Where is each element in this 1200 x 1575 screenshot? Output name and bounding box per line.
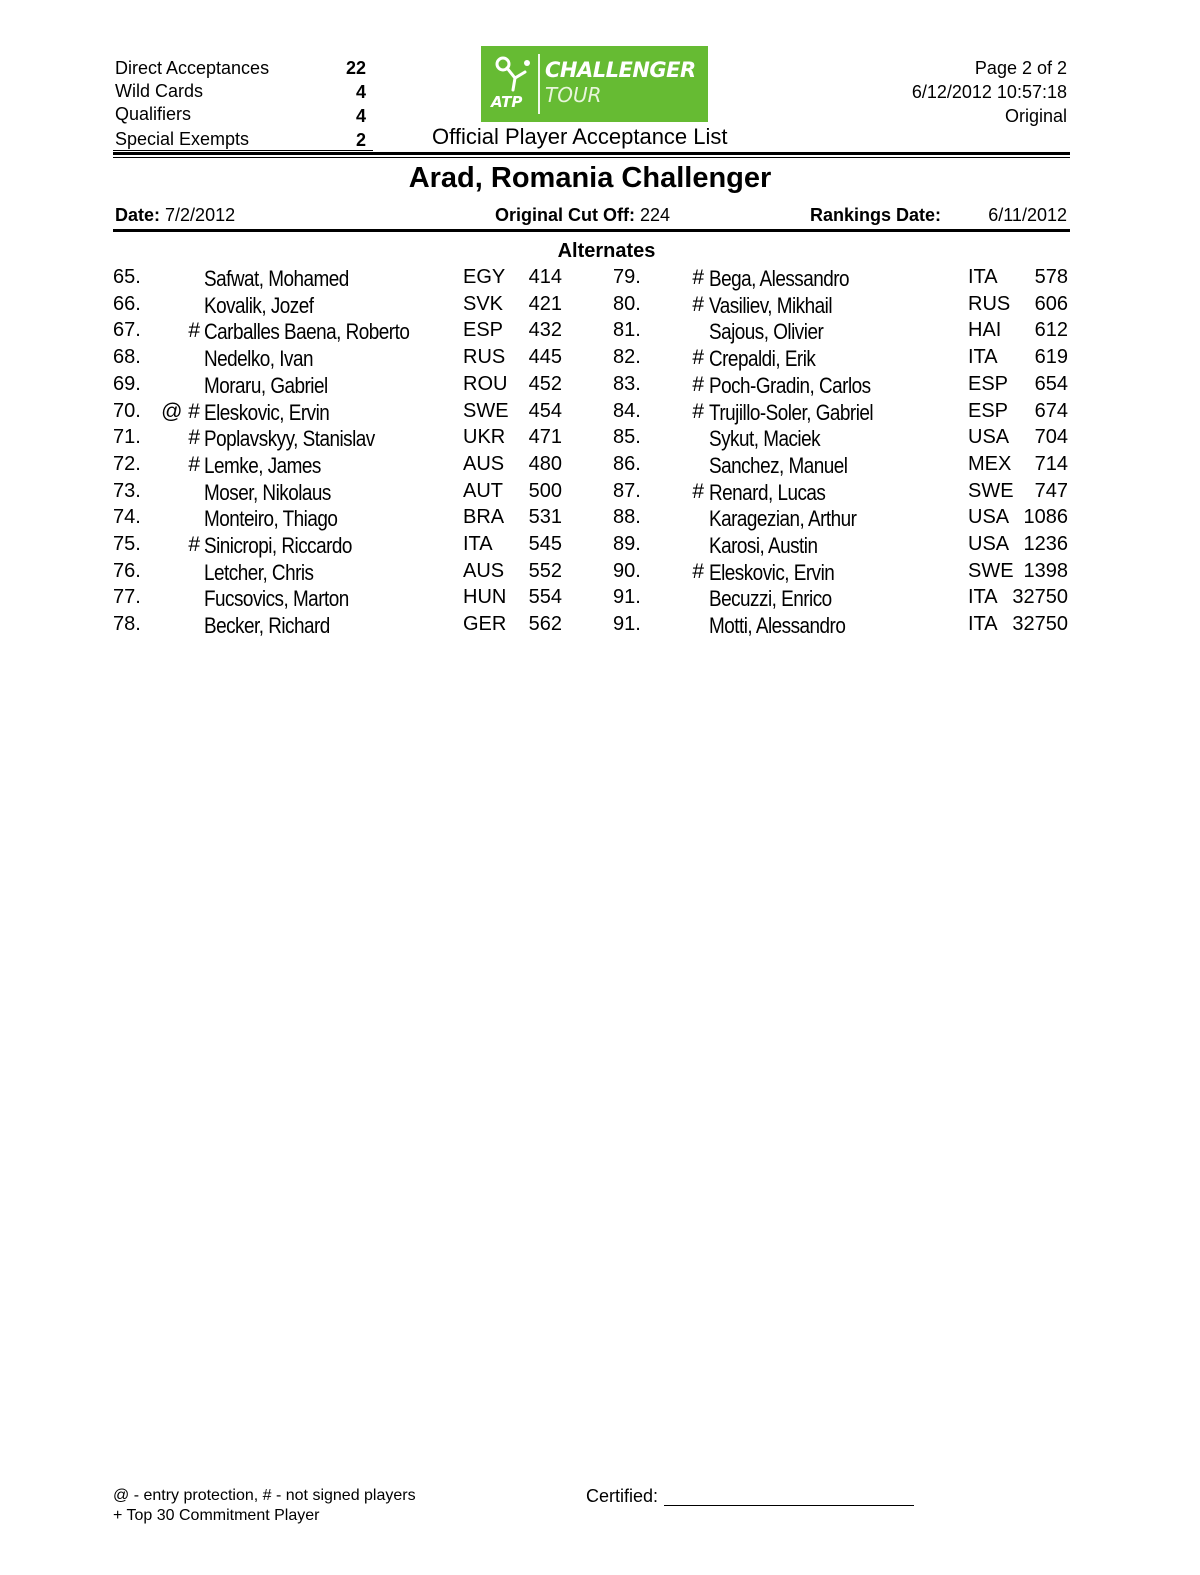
player-country: HAI	[968, 319, 1002, 342]
row-number: 69.	[113, 372, 141, 395]
player-rank: 1086	[1023, 506, 1068, 529]
rankings-date-label-field	[810, 205, 941, 226]
player-rank: 414	[528, 266, 562, 288]
player-country: SWE	[463, 399, 509, 422]
player-country: HUN	[463, 586, 507, 609]
player-rank: 32750	[1012, 613, 1068, 636]
player-rank: 545	[528, 533, 562, 555]
tennis-player-icon	[489, 54, 535, 94]
player-rank: 619	[1034, 346, 1068, 369]
player-rank: 578	[1034, 266, 1068, 288]
table-row	[0, 266, 1200, 292]
player-rank: 552	[528, 559, 562, 582]
table-row	[0, 400, 1200, 426]
row-number: 81.	[613, 319, 641, 342]
player-name: Carballes Baena, Roberto	[204, 319, 410, 345]
player-flags: #	[692, 266, 704, 289]
player-country: UKR	[463, 426, 506, 449]
section-heading-alternates: Alternates	[557, 240, 656, 262]
player-rank: 471	[528, 426, 562, 449]
cutoff-field	[495, 205, 670, 226]
stat-label-wild-cards: Wild Cards	[115, 81, 204, 101]
challenger-tour-logo	[481, 46, 708, 122]
rankings-date-value-field	[988, 205, 1067, 226]
player-country: ROU	[463, 372, 508, 395]
player-name: Moser, Nikolaus	[204, 479, 331, 505]
certified-signature-line	[664, 1505, 914, 1506]
row-number: 73.	[113, 479, 141, 502]
stat-value-wild-cards: 4	[355, 82, 366, 102]
player-rank: 1236	[1023, 533, 1068, 555]
table-row	[0, 453, 1200, 479]
player-name: Karosi, Austin	[709, 533, 818, 558]
row-number: 85.	[613, 426, 641, 449]
player-name: Sinicropi, Riccardo	[204, 533, 352, 558]
player-rank: 432	[528, 319, 562, 342]
table-row	[0, 293, 1200, 319]
player-country: BRA	[463, 506, 505, 529]
row-number: 89.	[613, 533, 641, 555]
player-country: ITA	[968, 346, 998, 369]
logo-tour-text: TOUR	[545, 83, 602, 107]
player-country: AUT	[463, 479, 503, 502]
logo-divider	[538, 54, 540, 114]
player-rank: 562	[528, 613, 562, 636]
timestamp: 6/12/2012 10:57:18	[911, 82, 1067, 102]
player-rank: 674	[1034, 399, 1068, 422]
table-row	[0, 533, 1200, 559]
player-rank: 612	[1034, 319, 1068, 342]
player-country: SWE	[968, 559, 1014, 582]
player-country: ESP	[463, 319, 504, 342]
stat-value-qualifiers: 4	[355, 106, 366, 126]
row-number: 80.	[613, 292, 641, 315]
stats-underline	[113, 150, 373, 151]
table-row	[0, 560, 1200, 586]
player-rank: 445	[528, 346, 562, 369]
player-country: ESP	[968, 372, 1009, 395]
row-number: 70.	[113, 399, 141, 422]
table-row	[0, 480, 1200, 506]
player-name: Becuzzi, Enrico	[709, 586, 832, 612]
player-rank: 480	[528, 452, 562, 475]
player-name: Monteiro, Thiago	[204, 506, 338, 532]
certified-label: Certified:	[586, 1486, 659, 1506]
player-rank: 1398	[1023, 559, 1068, 582]
player-rank: 714	[1034, 452, 1068, 475]
row-number: 79.	[613, 266, 641, 288]
player-flags: #	[188, 426, 200, 450]
table-row	[0, 506, 1200, 532]
player-name: Becker, Richard	[204, 613, 330, 639]
row-number: 65.	[113, 266, 141, 288]
header-rule	[113, 152, 1070, 155]
player-name: Sanchez, Manuel	[709, 452, 848, 478]
document-status: Original	[1004, 106, 1067, 126]
player-name: Crepaldi, Erik	[709, 346, 816, 372]
player-name: Nedelko, Ivan	[204, 346, 313, 372]
logo-atp-text: ATP	[491, 93, 523, 111]
player-name: Sajous, Olivier	[709, 319, 824, 345]
row-number: 82.	[613, 346, 641, 369]
meta-rule	[113, 229, 1070, 232]
row-number: 78.	[113, 613, 141, 636]
stat-label-qualifiers: Qualifiers	[115, 104, 192, 124]
tournament-title: Arad, Romania Challenger	[408, 162, 772, 194]
player-name: Kovalik, Jozef	[204, 292, 314, 318]
player-rank: 606	[1034, 292, 1068, 315]
rankings-label: Rankings Date:	[810, 205, 942, 225]
player-country: SWE	[968, 479, 1014, 502]
row-number: 76.	[113, 559, 141, 582]
player-flags: #	[188, 452, 200, 476]
stat-label-special-exempts: Special Exempts	[115, 129, 250, 149]
player-rank: 531	[528, 506, 562, 529]
row-number: 68.	[113, 346, 141, 369]
player-flags: #	[188, 533, 200, 556]
player-country: ITA	[968, 266, 998, 288]
player-rank: 454	[528, 399, 562, 422]
player-rank: 32750	[1012, 586, 1068, 609]
cutoff-label: Original Cut Off:	[495, 205, 635, 225]
stat-value-direct-acceptances: 22	[345, 58, 366, 78]
stat-label-direct-acceptances: Direct Acceptances	[115, 58, 270, 78]
player-flags: #	[692, 479, 704, 503]
player-name: Poplavskyy, Stanislav	[204, 426, 375, 452]
player-country: RUS	[463, 346, 506, 369]
player-country: AUS	[463, 559, 505, 582]
player-name: Vasiliev, Mikhail	[709, 292, 833, 318]
player-name: Poch-Gradin, Carlos	[709, 372, 871, 398]
player-name: Renard, Lucas	[709, 479, 826, 505]
row-number: 72.	[113, 452, 141, 475]
player-country: ITA	[463, 533, 493, 555]
player-rank: 747	[1034, 479, 1068, 502]
legend-line-1: @ - entry protection, # - not signed players	[113, 1487, 416, 1504]
player-country: ITA	[968, 613, 998, 636]
player-name: Fucsovics, Marton	[204, 586, 349, 612]
player-name: Lemke, James	[204, 452, 321, 478]
player-flags: #	[692, 399, 704, 423]
legend-line-2: + Top 30 Commitment Player	[113, 1507, 320, 1524]
player-name: Karagezian, Arthur	[709, 506, 857, 532]
table-row	[0, 373, 1200, 399]
row-number: 86.	[613, 452, 641, 475]
player-name: Moraru, Gabriel	[204, 372, 328, 398]
rankings-value: 6/11/2012	[988, 205, 1067, 225]
player-flags: #	[692, 559, 704, 583]
player-rank: 500	[528, 479, 562, 502]
player-country: ITA	[968, 586, 998, 609]
row-number: 88.	[613, 506, 641, 529]
player-name: Eleskovic, Ervin	[709, 559, 835, 585]
player-country: EGY	[463, 266, 506, 288]
row-number: 71.	[113, 426, 141, 449]
row-number: 66.	[113, 292, 141, 315]
player-flags: #	[692, 372, 704, 396]
player-name: Trujillo-Soler, Gabriel	[709, 399, 874, 425]
logo-challenger-text: CHALLENGER	[545, 58, 696, 82]
player-name: Safwat, Mohamed	[204, 266, 349, 291]
date-label: Date:	[115, 205, 161, 225]
player-flags: #	[188, 319, 200, 343]
player-rank: 421	[528, 292, 562, 315]
player-name: Motti, Alessandro	[709, 613, 846, 639]
player-name: Letcher, Chris	[204, 559, 314, 585]
player-name: Eleskovic, Ervin	[204, 399, 330, 425]
date-field	[115, 205, 235, 226]
row-number: 91.	[613, 586, 641, 609]
player-rank: 554	[528, 586, 562, 609]
row-number: 74.	[113, 506, 141, 529]
table-row	[0, 586, 1200, 612]
table-row	[0, 613, 1200, 639]
table-row	[0, 346, 1200, 372]
row-number: 83.	[613, 372, 641, 395]
stat-value-special-exempts: 2	[355, 130, 366, 150]
row-number: 77.	[113, 586, 141, 609]
page-number: Page 2 of 2	[974, 58, 1067, 78]
player-country: MEX	[968, 452, 1012, 475]
row-number: 67.	[113, 319, 141, 342]
player-country: AUS	[463, 452, 505, 475]
row-number: 90.	[613, 559, 641, 582]
player-rank: 452	[528, 372, 562, 395]
date-value: 7/2/2012	[165, 205, 236, 225]
cutoff-value: 224	[640, 205, 671, 225]
player-country: GER	[463, 613, 507, 636]
player-rank: 654	[1034, 372, 1068, 395]
player-country: RUS	[968, 292, 1011, 315]
player-flags: @ #	[161, 399, 200, 423]
player-name: Sykut, Maciek	[709, 426, 821, 452]
player-rank: 704	[1034, 426, 1068, 449]
row-number: 87.	[613, 479, 641, 502]
row-number: 84.	[613, 399, 641, 422]
player-country: SVK	[463, 292, 504, 315]
player-country: USA	[968, 533, 1010, 555]
table-row	[0, 319, 1200, 345]
player-flags: #	[692, 292, 704, 316]
row-number: 75.	[113, 533, 141, 555]
player-name: Bega, Alessandro	[709, 266, 850, 291]
player-flags: #	[692, 346, 704, 370]
header-rule-thin	[113, 157, 1070, 158]
player-country: USA	[968, 426, 1010, 449]
row-number: 91.	[613, 613, 641, 636]
player-country: USA	[968, 506, 1010, 529]
footer-legend	[113, 1486, 416, 1526]
document-subtitle: Official Player Acceptance List	[432, 124, 728, 149]
player-country: ESP	[968, 399, 1009, 422]
table-row	[0, 426, 1200, 452]
